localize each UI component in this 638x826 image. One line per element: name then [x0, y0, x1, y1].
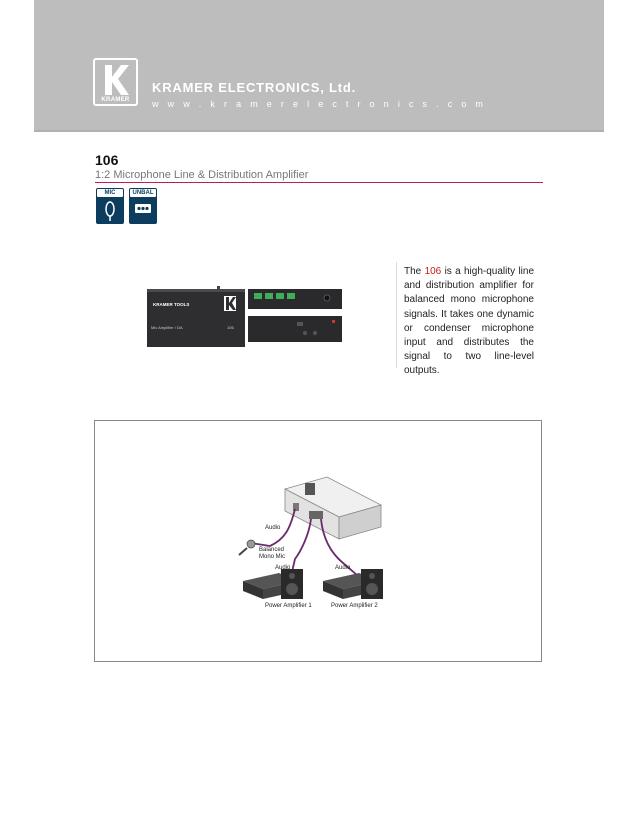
mic-badge	[96, 188, 124, 224]
connector-icon	[129, 198, 157, 224]
product-photo	[147, 286, 343, 350]
device-model: 106	[227, 325, 234, 330]
power-amplifier-1-label: Power Amplifier 1	[265, 603, 312, 609]
diagram-drawing	[95, 421, 541, 661]
kramer-logo	[93, 58, 138, 106]
device-name: Mic Amplifier / DA	[151, 325, 183, 330]
power-amplifier-2-label: Power Amplifier 2	[331, 603, 378, 609]
header-banner	[34, 0, 604, 132]
connection-diagram	[94, 420, 542, 662]
device-brand: KRAMER TOOLS	[153, 302, 190, 307]
audio-output-2-label: Audio	[335, 565, 351, 571]
description-divider	[396, 262, 397, 368]
mic-label-line1: Balanced	[259, 547, 285, 553]
product-title: 1:2 Microphone Line & Distribution Amplifier	[95, 169, 309, 181]
k-logo-icon	[95, 62, 136, 98]
company-name: KRAMER ELECTRONICS, Ltd.	[152, 80, 357, 95]
description-text: is a high-quality line and distribution amplifier for balanced mono microphone signals. It takes one dynamic or condenser microphone input and distributes the signal to two line-level outputs.	[404, 266, 535, 377]
audio-input-label: Audio	[265, 525, 281, 531]
description-prefix: The	[404, 266, 425, 277]
company-website: w w w . k r a m e r e l e c t r o n i c s . c o m	[152, 99, 487, 109]
mic-label-line2: Mono Mic	[259, 554, 286, 560]
logo-text: KRAMER	[101, 97, 130, 103]
product-description	[404, 265, 534, 379]
microphone-icon	[96, 198, 124, 224]
unbal-badge	[129, 188, 157, 224]
audio-output-1-label: Audio	[275, 565, 291, 571]
description-model: 106	[424, 266, 442, 277]
unbal-badge-label: UNBAL	[130, 189, 156, 197]
mic-badge-label: MIC	[97, 189, 123, 197]
title-divider	[95, 182, 543, 183]
product-model: 106	[95, 152, 119, 168]
